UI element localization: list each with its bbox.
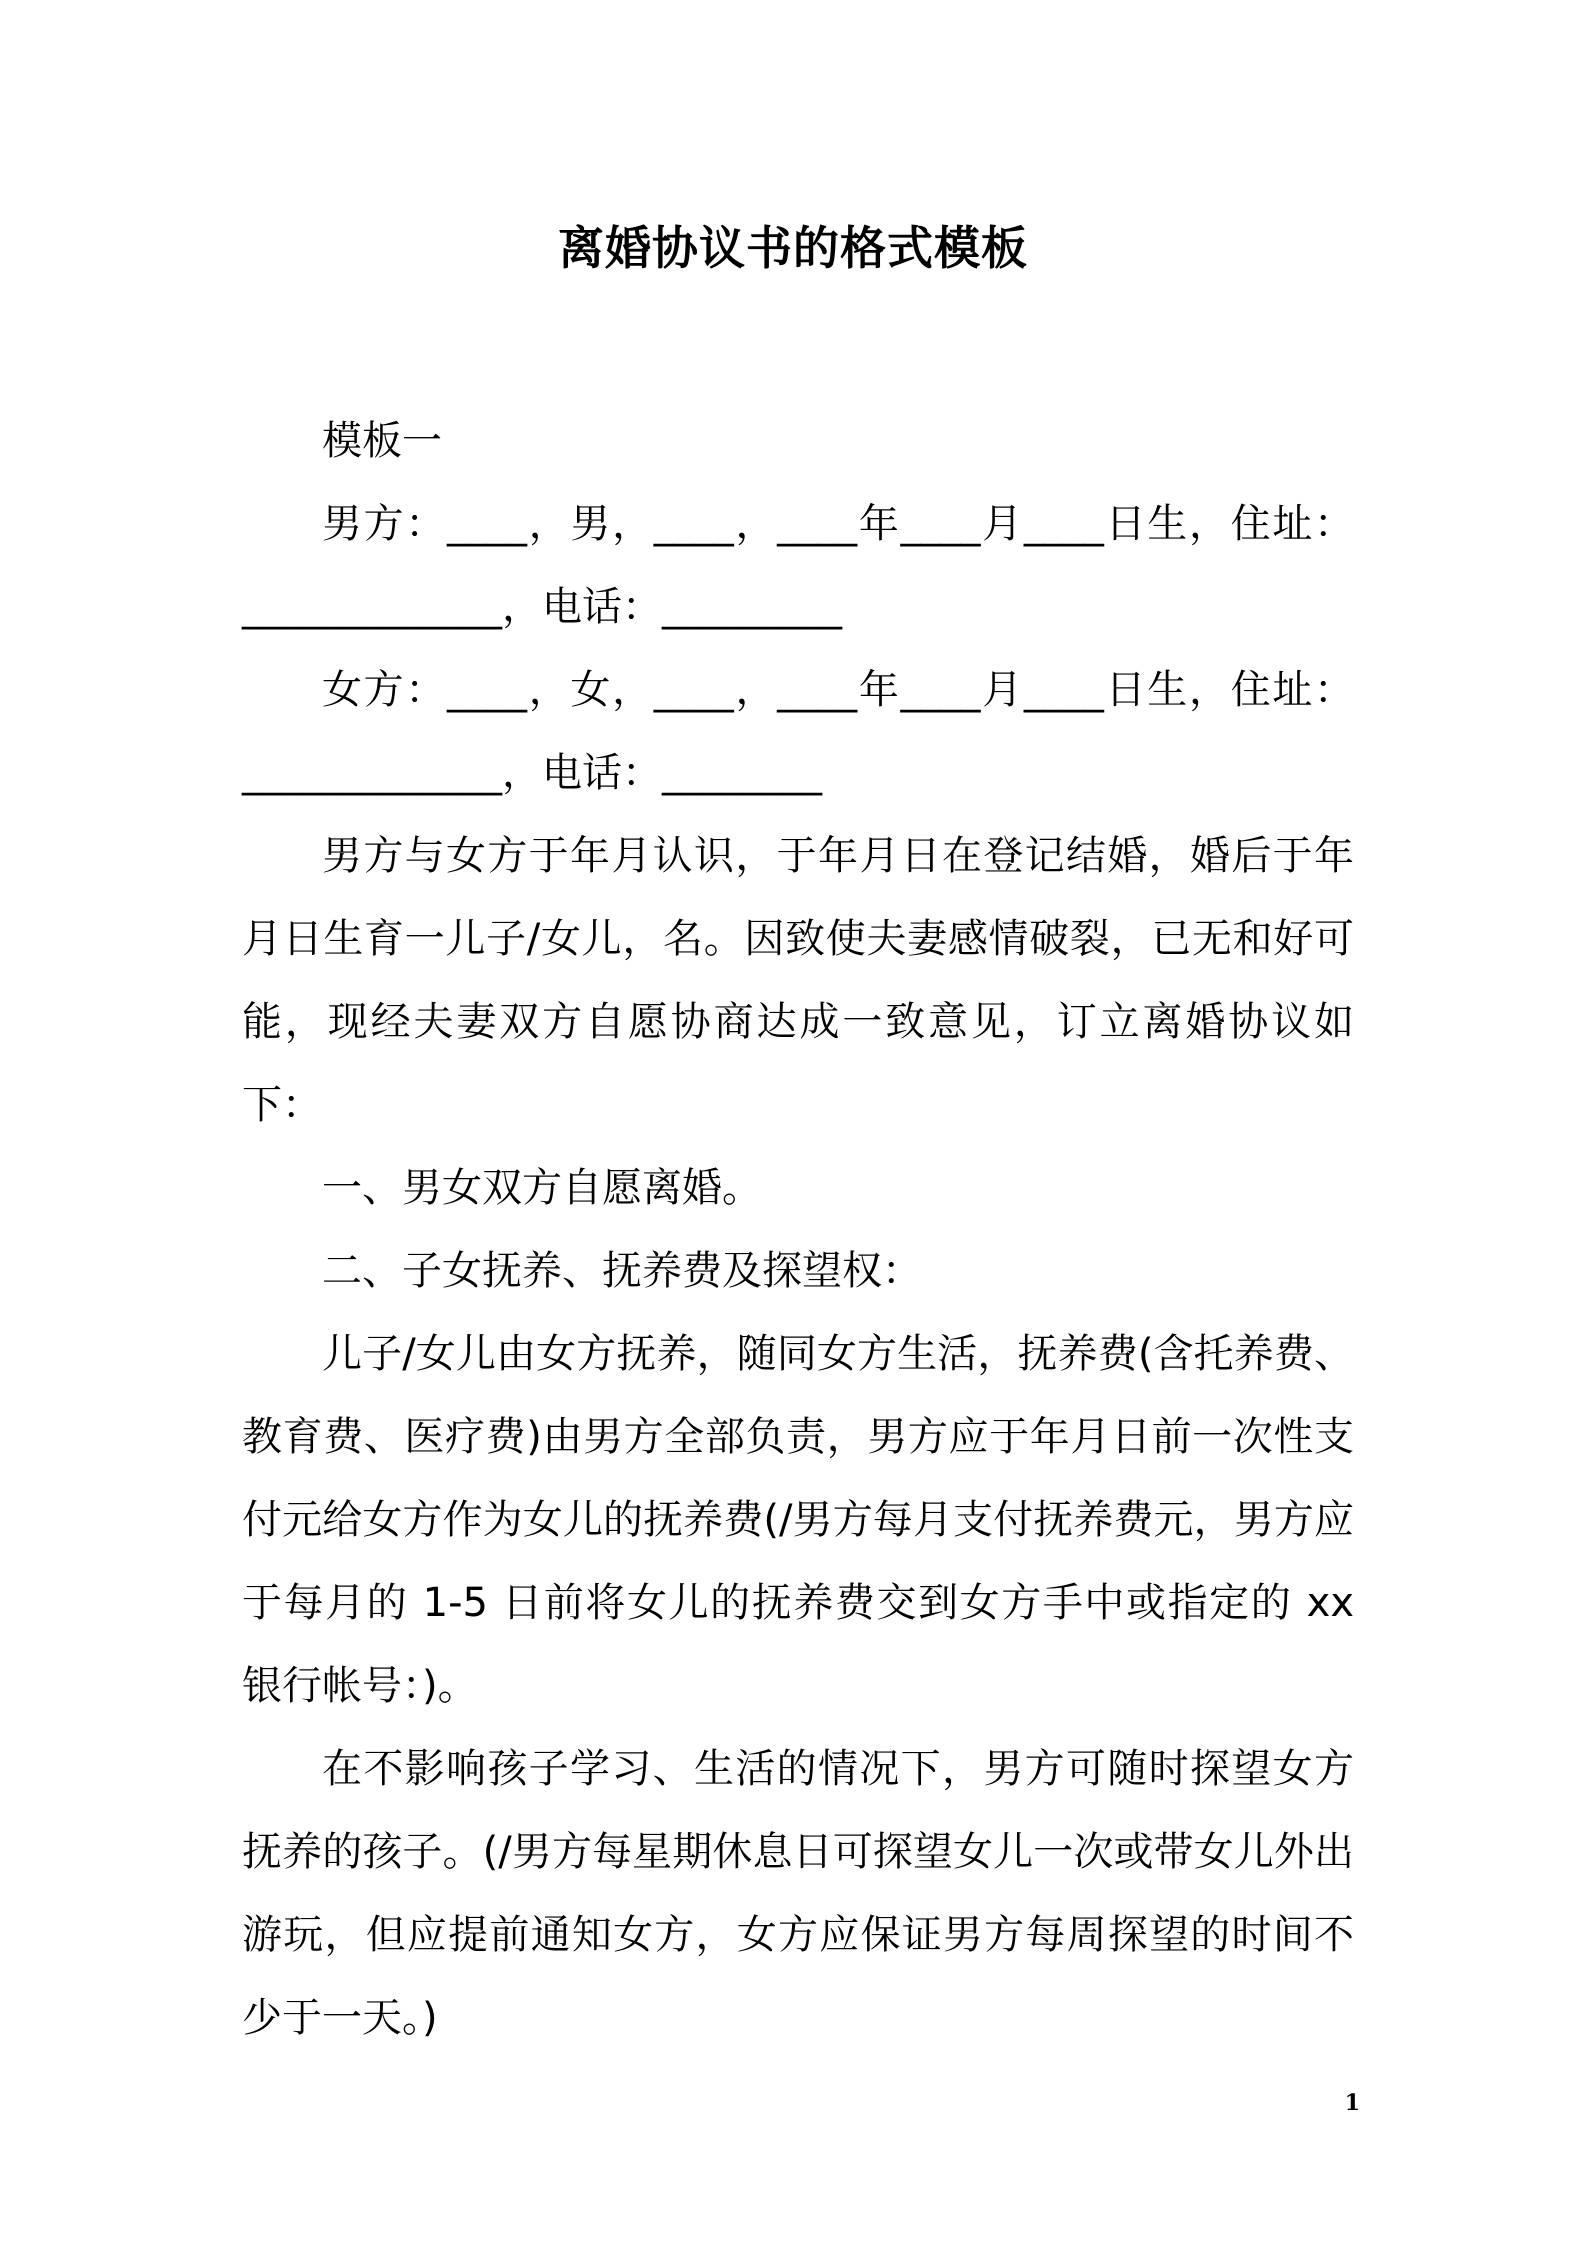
clause-one: 一、男女双方自愿离婚。	[322, 1165, 762, 1211]
paragraph-background: 男方与女方于年月认识，于年月日在登记结婚，婚后于年月日生育一儿子/女儿，名。因致使夫妻感情破裂，已无和好可能，现经夫妻双方自愿协商达成一致意见，订立离婚协议如下：	[242, 833, 1354, 1128]
paragraph-male-party-info: 男方：____，男，____，____年____月____日生，住址：_____________，电话：_________	[242, 501, 1354, 630]
document-title: 离婚协议书的格式模板	[558, 221, 1028, 275]
page-number: 1	[1344, 2090, 1360, 2116]
paragraph-child-support: 儿子/女儿由女方抚养，随同女方生活，抚养费(含托养费、教育费、医疗费)由男方全部负责，男方应于年月日前一次性支付元给女方作为女儿的抚养费(/男方每月支付抚养费元，男方应于每月的 1-5 日前将女儿的抚养费交到女方手中或指定的 xx 银行帐号：)。	[242, 1331, 1354, 1709]
document-body	[242, 400, 1354, 2060]
clause-two-heading: 二、子女抚养、抚养费及探望权：	[322, 1248, 922, 1294]
section-heading-template-one: 模板一	[322, 418, 442, 464]
paragraph-visitation: 在不影响孩子学习、生活的情况下，男方可随时探望女方抚养的孩子。(/男方每星期休息日可探望女儿一次或带女儿外出游玩，但应提前通知女方，女方应保证男方每周探望的时间不少于一天。)	[242, 1746, 1354, 2041]
paragraph-female-party-info: 女方：____，女，____，____年____月____日生，住址：_____________，电话：________	[242, 667, 1354, 796]
